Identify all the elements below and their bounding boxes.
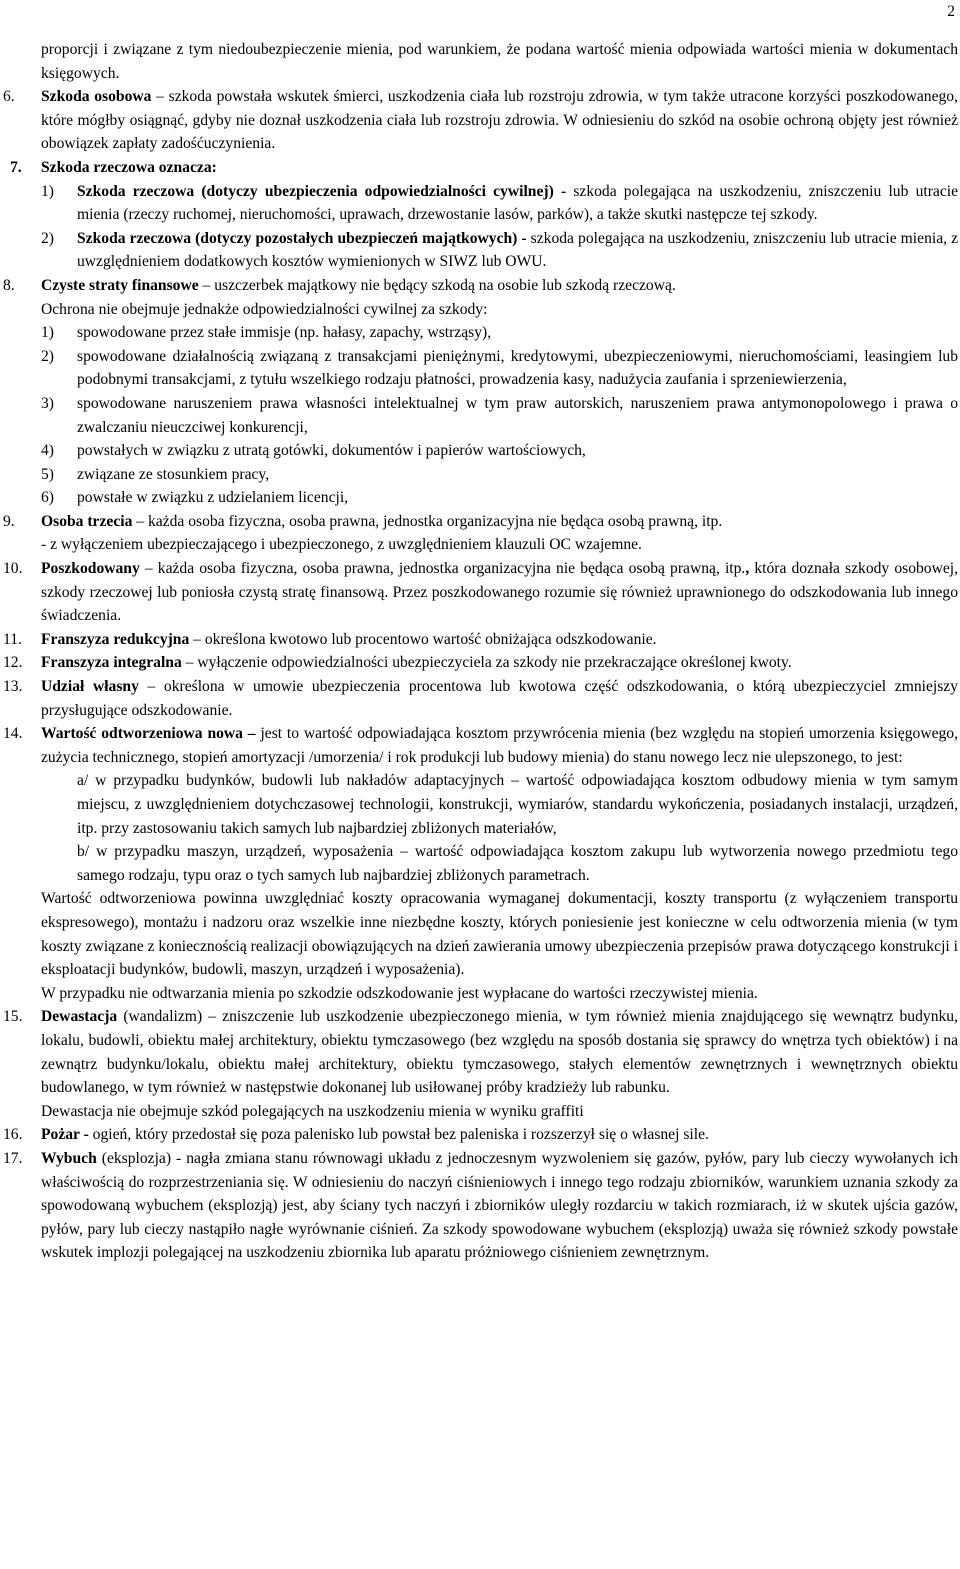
- definition-7: [10, 156, 958, 274]
- exclusion-item: 1) spowodowane przez stałe immisje (np. hałasy, zapachy, wstrząsy),: [41, 324, 492, 342]
- sub-number: 1): [41, 182, 54, 200]
- item-number: 15.: [3, 1008, 23, 1026]
- definition-9: [3, 510, 958, 557]
- definition-6: [3, 85, 958, 156]
- term: Czyste straty finansowe: [41, 276, 199, 294]
- page-number: 2: [947, 3, 955, 20]
- definitions-list: [3, 38, 959, 1265]
- definition-17: [3, 1147, 958, 1265]
- item-number: 11.: [3, 630, 22, 648]
- term: Szkoda osobowa: [41, 88, 152, 106]
- term: Dewastacja: [41, 1008, 118, 1026]
- term: Poszkodowany: [41, 560, 140, 578]
- exclusion-item: 3) spowodowane naruszeniem prawa własności intelektualnej w tym praw autorskich, naruszeniem prawa antymonopolowego i prawa o zwalczaniu nieuczciwej konkurencji,: [41, 394, 958, 436]
- definition-text: (eksplozja) - nagła zmiana stanu równowagi układu z jednoczesnym wyzwoleniem się gazów, pyłów, pary lub cieczy wywołanych ich właściwością do rozprzestrzeniania się. W odniesieniu do naczyń ciśnieniowych i innego tego rodzaju zbiorników, warunkiem uznania szkody za spowodowaną wybuchem (eksplozją) jest, aby ściany tych naczyń i zbiorników uległy rozdarciu w takich rozmiarach, iż w skutek ujścia gazów, pyłów, pary lub cieczy nastąpiło nagłe wyrównanie ciśnień. Za szkody spowodowane wybuchem (eksplozją) uważa się również szkody powstałe wskutek implozji polegającej na uszkodzeniu zbiornika lub aparatu próżniowego ciśnieniem zewnętrznym.: [41, 1149, 958, 1262]
- sub-number: 2): [41, 229, 54, 247]
- definition-text: – uszczerbek majątkowy nie będący szkodą na osobie lub szkodą rzeczową.: [198, 276, 676, 294]
- term: Pożar -: [41, 1126, 89, 1144]
- definition-paragraph: W przypadku nie odtwarzania mienia po szkodzie odszkodowanie jest wypłacane do wartości rzeczywistej mienia.: [41, 984, 758, 1002]
- item-number: 13.: [3, 678, 23, 696]
- sub-point-a: a/ w przypadku budynków, budowli lub nakładów adaptacyjnych – wartość odpowiadająca kosztom odbudowy mienia w tym samym miejscu, z uwzględnieniem dotychczasowej technologii, konstrukcji, wymiarów, standardu wykończenia, posiadanych instalacji, urządzeń, itp. przy zastosowaniu takich samych lub najbardziej zbliżonych materiałów,: [77, 772, 958, 837]
- definition-text: ogień, który przedostał się poza palenisko lub powstał bez paleniska i rozszerzył się o własnej sile.: [88, 1126, 709, 1144]
- definition-text: – każda osoba fizyczna, osoba prawna, jednostka organizacyjna nie będąca osobą prawną, itp.: [132, 512, 723, 530]
- exclusion-item: 2) spowodowane działalnością związaną z transakcjami pieniężnymi, kredytowymi, ubezpieczeniowymi, nieruchomościami, leasingiem lub podobnymi transakcjami, z tytułu wszelkiego rodzaju płatności, prowadzenia kasy, nadużycia zaufania i sprzeniewierzenia,: [41, 347, 958, 389]
- intro-paragraph: proporcji i związane z tym niedoubezpieczenie mienia, pod warunkiem, że podana wartość mienia odpowiada wartości mienia w dokumentach księgowych.: [41, 41, 958, 82]
- definition-16: [3, 1123, 958, 1147]
- definition-note: Dewastacja nie obejmuje szkód polegających na uszkodzeniu mienia w wyniku graffiti: [41, 1102, 584, 1120]
- definition-text: (wandalizm) – zniszczenie lub uszkodzenie ubezpieczonego mienia, w tym również mienia znajdującego się wewnątrz budynku, lokalu, budowli, obiektu małej architektury, obiektu tymczasowego (bez względu na sposób dostania się sprawcy do wnętrza tych obiektów) i na zewnątrz budynku/lokalu, obiektu małej architektury, obiektu tymczasowego, stałych elementów zewnętrznych i wewnętrznych obiektu budowlanego, w tym również w następstwie dokonanej lub usiłowanej próby kradzieży lub rabunku.: [41, 1008, 958, 1097]
- item-number: 17.: [3, 1149, 23, 1167]
- sub-item-2: [41, 227, 958, 274]
- item-number: 6.: [3, 88, 15, 106]
- definition-text: – każda osoba fizyczna, osoba prawna, jednostka organizacyjna nie będąca osobą prawną, itp.: [139, 560, 746, 578]
- definition-14: [3, 722, 958, 1005]
- item-number: 10.: [3, 560, 23, 578]
- definition-text: jest to wartość odpowiadająca kosztom przywrócenia mienia (bez względu na stopień umorzenia księgowego, zużycia technicznego, stopień amortyzacji /umorzenia/ i rok produkcji lub budowy mienia) do stanu nowego lecz nie ulepszonego, to jest:: [41, 725, 958, 766]
- definition-text: – określona w umowie ubezpieczenia procentowa lub kwotowa część odszkodowania, o którą ubezpieczyciel zmniejszy przysługujące odszkodowanie.: [41, 678, 958, 719]
- sub-item-1: [41, 180, 958, 227]
- definition-10: 10. Poszkodowany – każda osoba fizyczna, osoba prawna, jednostka organizacyjna nie będąca osobą prawną, itp., która doznała szkody osobowej, szkody rzeczowej lub poniosła czystą stratę finansową. Przez poszkodowanego rozumie się również uprawnionego do odszkodowania lub innego świadczenia.: [41, 557, 958, 628]
- term: Szkoda rzeczowa (dotyczy ubezpieczenia odpowiedzialności cywilnej) -: [77, 182, 567, 200]
- definition-13: [3, 675, 958, 722]
- exclusion-item: 4) powstałych w związku z utratą gotówki, dokumentów i papierów wartościowych,: [41, 442, 586, 460]
- exclusion-item: 5) związane ze stosunkiem pracy,: [41, 465, 270, 483]
- definition-text: – szkoda powstała wskutek śmierci, uszkodzenia ciała lub rozstroju zdrowia, w tym także utracone korzyści poszkodowanego, które mógłby osiągnąć, gdyby nie doznał uszkodzenia ciała lub rozstroju zdrowia. W odniesieniu do szkód na osobie ochroną objęty jest również obowiązek zapłaty zadośćuczynienia.: [41, 88, 958, 153]
- definition-text: – określona kwotowo lub procentowo wartość obniżająca odszkodowanie.: [189, 630, 657, 648]
- definition-paragraph: Wartość odtworzeniowa powinna uwzględniać koszty opracowania wymaganej dokumentacji, koszty transportu (z wyłączeniem transportu ekspresowego), montażu i nadzoru oraz wszelkie inne niezbędne koszty, których poniesienie jest konieczne w celu odtworzenia mienia (w tym koszty związane z koniecznością realizacji obowiązujących na dzień zawierania umowy ubezpieczenia przepisów prawa dotyczącego konstrukcji i eksploatacji budynków, budowli, maszyn, urządzeń i wyposażenia).: [41, 890, 958, 979]
- item-number: 16.: [3, 1126, 23, 1144]
- definition-text: szkoda polegająca na uszkodzeniu, zniszczeniu lub utracie mienia, z uwzględnieniem dodatkowych kosztów wymienionych w SIWZ lub OWU.: [77, 229, 958, 271]
- definition-note: - z wyłączeniem ubezpieczającego i ubezpieczonego, z uwzględnieniem klauzuli OC wzajemne.: [41, 536, 642, 554]
- term: Franszyza redukcyjna: [41, 630, 190, 648]
- definition-11: [3, 628, 958, 652]
- exclusion-item: 6) powstałe w związku z udzielaniem licencji,: [41, 489, 349, 507]
- item-number: 7.: [10, 158, 22, 176]
- sub-point-b: b/ w przypadku maszyn, urządzeń, wyposażenia – wartość odpowiadająca kosztom zakupu lub wytworzenia nowego przedmiotu tego samego rodzaju, typu oraz o tych samych lub najbardziej zbliżonych parametrach.: [77, 843, 958, 884]
- term: Szkoda rzeczowa oznacza:: [41, 158, 217, 176]
- item-number: 9.: [3, 512, 15, 530]
- term: Franszyza integralna: [41, 654, 182, 672]
- definition-15: [3, 1005, 958, 1123]
- item-number: 8.: [3, 276, 15, 294]
- term: Osoba trzecia: [41, 512, 133, 530]
- item-number: 14.: [3, 725, 23, 743]
- term: Udział własny: [41, 678, 139, 696]
- term: Wybuch: [41, 1149, 97, 1167]
- term: Szkoda rzeczowa (dotyczy pozostałych ubezpieczeń majątkowych) -: [77, 229, 527, 247]
- definition-12: [3, 651, 958, 675]
- definition-8: [3, 274, 958, 510]
- definition-text: – wyłączenie odpowiedzialności ubezpieczyciela za szkody nie przekraczające określonej kwoty.: [181, 654, 792, 672]
- exclusion-intro: Ochrona nie obejmuje jednakże odpowiedzialności cywilnej za szkody:: [41, 300, 488, 318]
- term: Wartość odtworzeniowa nowa –: [41, 725, 256, 743]
- definition-text: szkoda polegająca na uszkodzeniu, zniszczeniu lub utracie mienia (rzeczy ruchomej, nieruchomości, uprawach, drzewostanie lasów, parków), a także skutki następcze tej szkody.: [77, 182, 958, 224]
- item-number: 12.: [3, 654, 23, 672]
